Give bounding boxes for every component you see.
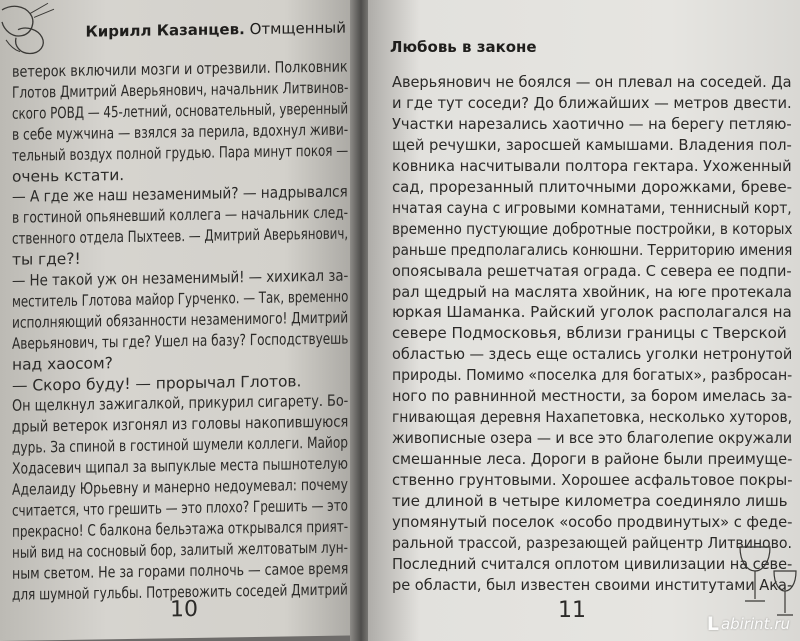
handcuffs-drawing-icon [0, 0, 70, 58]
text-line: ты где?! [12, 249, 81, 269]
text-line: для шумной гульбы. Потревожить соседей Дмитрий [12, 580, 348, 604]
text-line: очень кстати. [12, 165, 125, 186]
text-line: считается, что грешить — это плохо? Грешить — это [12, 496, 348, 520]
left-page [0, 0, 356, 641]
text-line: Он щелкнул зажигалкой, прикурил сигарету. Бо- [12, 391, 349, 416]
text-line: Участки нарезались хаотично — на берегу петляю- [392, 114, 792, 133]
text-line: прекрасно! С балкона бельэтажа открывался прият- [12, 517, 349, 541]
text-line: Последний считался оплотом цивилизации на севе- [392, 554, 793, 573]
text-line: севере Подмосковья, вблизи границы с Тверской [392, 324, 787, 343]
text-line: областью — здесь еще остались уголки нетронутой [392, 345, 793, 364]
text-line: Аверьянович, ты где? Ушел на базу? Господствуешь [12, 329, 349, 353]
text-line: Аделаиду Юрьевну и манерно недоумевал: почему [12, 475, 348, 499]
text-line: и где тут соседи? До ближайших — метров двести. [392, 93, 792, 112]
text-line: Аверьянович не боялся — он плевал на соседей. Да [392, 73, 792, 91]
text-line: природы. Помимо «поселка для богатых», разбросан- [392, 366, 793, 385]
left-running-head [86, 19, 347, 41]
text-line: опоясывала решетчатая ограда. С севера ее подпи- [392, 261, 792, 280]
text-line: ственного отдела Пыхтеев. — Дмитрий Аверьянович, [12, 224, 349, 248]
text-line: дурь. За спиной в гостиной шумели коллеги. Майор [12, 433, 348, 457]
text-line: — Не такой уж он незаменимый! — хихикал за- [12, 266, 349, 290]
text-line: ветерок включили мозги и отрезвили. Полковник [12, 57, 348, 81]
left-page-text [12, 57, 349, 604]
right-running-head: Любовь в законе [390, 38, 537, 56]
text-line: живописные озера — и все это благолепие окружали [392, 429, 792, 448]
text-line: — А где же наш незаменимый? — надрывался [12, 182, 348, 207]
right-page [368, 0, 800, 641]
text-line: упомянутый поселок «особо продвинутых» с феде- [392, 512, 793, 531]
text-line: ральной трассой, разрезающей райцентр Литвиново. [392, 533, 792, 552]
text-line: в гостиной опьяневший коллега — начальник след- [12, 203, 349, 228]
text-line: нчатая сауна с игровыми комнатами, теннисный корт, [392, 198, 792, 217]
text-line: дрый ветерок изгонял из головы накопившуюся [12, 412, 349, 437]
text-line: ным светом. Не за горами полночь — самое время [12, 559, 349, 583]
text-line: щей речушки, заросшей камышами. Владения пол- [392, 135, 792, 154]
text-line: ре области, был известен своими институтами Ака- [392, 575, 793, 594]
watermark-text: abirint.ru [720, 615, 790, 633]
text-line: ного по равнинной местности, за бором имелась за- [392, 387, 793, 406]
text-line: над хаосом? [12, 353, 113, 374]
text-line: ный вид на сосновый бор, залитый желтоватым лун- [12, 538, 348, 562]
text-line: раньше предполагались конюшни. Территорию имения [392, 240, 793, 259]
text-line: ского РОВД — 45-летний, основательный, уверенный [12, 99, 349, 123]
right-page-number: 11 [558, 598, 586, 623]
labirint-watermark [707, 613, 790, 635]
text-line: Ходасевич щипал за выпуклые места пышнотелую [12, 454, 348, 478]
text-line: в себе мужчина — взялся за перила, вдохнул живи- [12, 120, 349, 144]
text-line: тие длиной в четыре километра соединяло лишь [392, 492, 788, 510]
text-line: смешанные леса. Дороги в районе были преимуще- [392, 450, 793, 469]
text-line: сад, прорезанный плиточными дорожками, бреве- [392, 177, 793, 196]
book-author: Кирилл Казанцев. [85, 20, 245, 41]
book-title: Отмщенный [249, 18, 346, 39]
text-line: тельный воздух полной грудью. Пара минут покоя — [12, 141, 349, 165]
text-line: меститель Глотова майор Гурченко. — Так, временно [12, 287, 349, 311]
text-line: Глотов Дмитрий Аверьянович, начальник Литвинов- [12, 78, 349, 102]
labirint-l-icon: L [706, 613, 719, 635]
text-line: временно пустующие добротные постройки, в которых [392, 219, 793, 238]
text-line: гнивающая деревня Нахапетовка, несколько хуторов, [392, 408, 793, 427]
left-page-number: 10 [170, 596, 198, 623]
text-line: ковника насчитывали полтора гектара. Ухоженный [392, 156, 792, 175]
text-line: — Скоро буду! — прорычал Глотов. [12, 371, 302, 395]
glasses-drawing-icon [730, 541, 800, 621]
text-line: юркая Шаманка. Райский уголок располагался на [392, 303, 792, 322]
text-line: ственно грунтовыми. Хорошее асфальтовое покры- [392, 471, 793, 490]
text-line: исполняющий обязанности незаменимого! Дмитрий [12, 308, 349, 332]
text-line: рал щедрый на маслята хвойник, на юге протекала [392, 282, 792, 301]
